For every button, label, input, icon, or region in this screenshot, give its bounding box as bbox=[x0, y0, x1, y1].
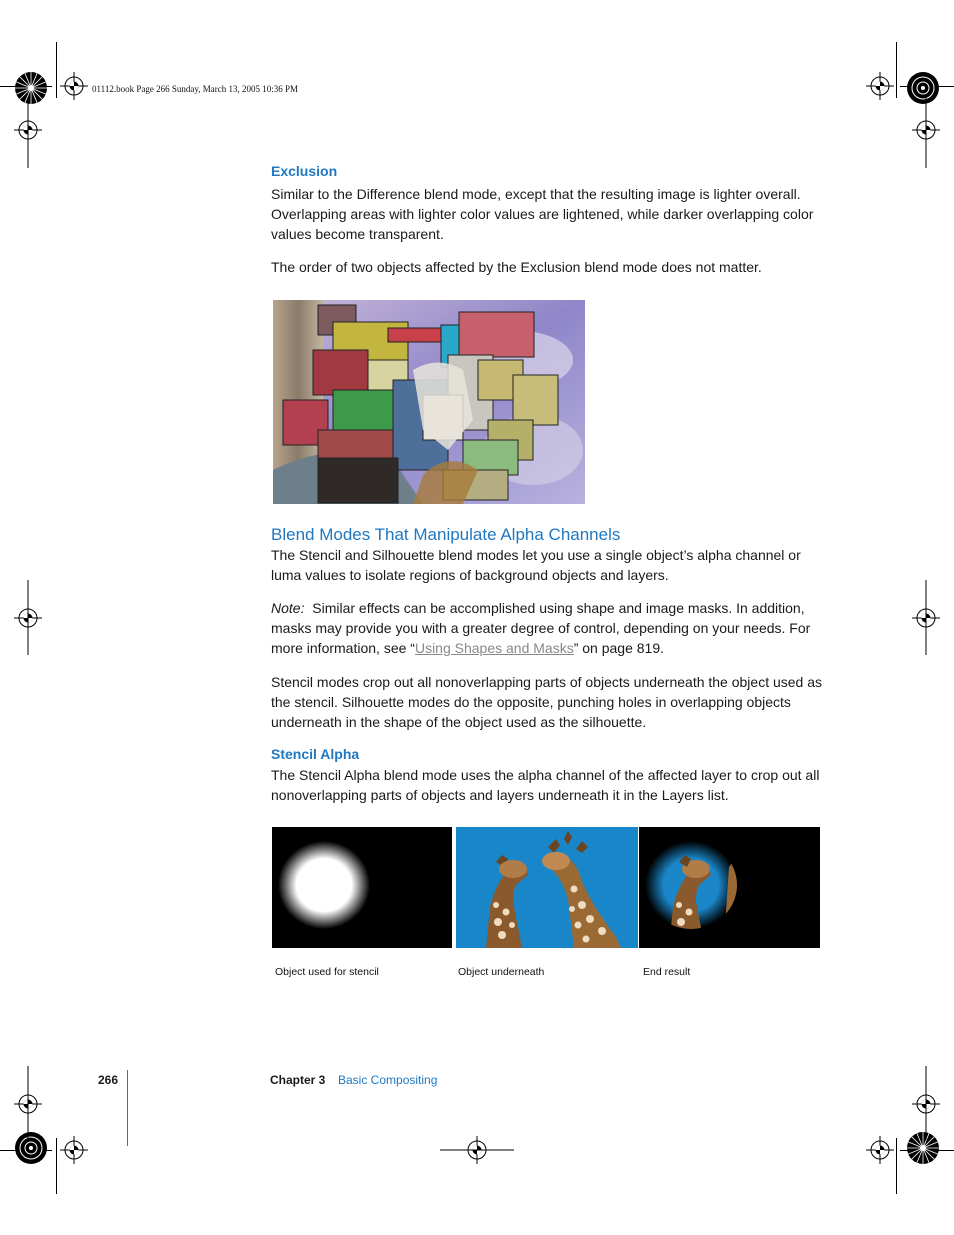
alpha-paragraph-3: Stencil modes crop out all nonoverlapping parts of objects underneath the object used as the stencil. Silhouette modes do the opposite, punching holes in overlapping objects underneath in the shape of the object used as the silhouette. bbox=[271, 674, 823, 730]
heading-stencil-alpha: Stencil Alpha bbox=[271, 746, 360, 762]
note-paragraph bbox=[271, 598, 831, 658]
exclusion-paragraph-1: Similar to the Difference blend mode, except that the resulting image is lighter overall. Overlapping areas with lighter color values are lightened, while darker overlapping color values become transparent. bbox=[271, 186, 814, 242]
alpha-paragraph-1: The Stencil and Silhouette blend modes let you use a single object’s alpha channel or luma values to isolate regions of background objects and layers. bbox=[271, 547, 801, 583]
exclusion-blend-image bbox=[273, 300, 585, 504]
caption-result: End result bbox=[643, 966, 691, 978]
exclusion-paragraph-2: The order of two objects affected by the Exclusion blend mode does not matter. bbox=[271, 259, 762, 275]
caption-stencil: Object used for stencil bbox=[275, 966, 379, 978]
footer-rule bbox=[127, 1070, 128, 1146]
print-slug: 01112.book Page 266 Sunday, March 13, 2005 10:36 PM bbox=[92, 84, 298, 94]
page-number: 266 bbox=[98, 1073, 119, 1087]
stencil-object-image bbox=[272, 827, 452, 948]
heading-alpha-blend-modes: Blend Modes That Manipulate Alpha Channels bbox=[271, 525, 621, 544]
footer-chapter-title: Basic Compositing bbox=[338, 1073, 438, 1087]
stencil-alpha-paragraph: The Stencil Alpha blend mode uses the alpha channel of the affected layer to crop out all nonoverlapping parts of objects and layers underneath it in the Layers list. bbox=[271, 767, 820, 803]
end-result-image bbox=[639, 827, 820, 948]
caption-underneath: Object underneath bbox=[458, 966, 545, 978]
note-text-after: ” on page 819. bbox=[573, 640, 665, 656]
note-text-before: Similar effects can be accomplished using shape and image masks. In addition, masks may provide you with a greater degree of control, depending on your needs. For more information, see “ bbox=[271, 600, 811, 656]
link-using-shapes-and-masks[interactable]: Using Shapes and Masks bbox=[414, 640, 574, 656]
footer-chapter: Chapter 3 bbox=[270, 1073, 326, 1087]
note-label: Note: bbox=[271, 600, 305, 616]
giraffes-image bbox=[456, 827, 638, 948]
heading-exclusion: Exclusion bbox=[271, 163, 338, 179]
